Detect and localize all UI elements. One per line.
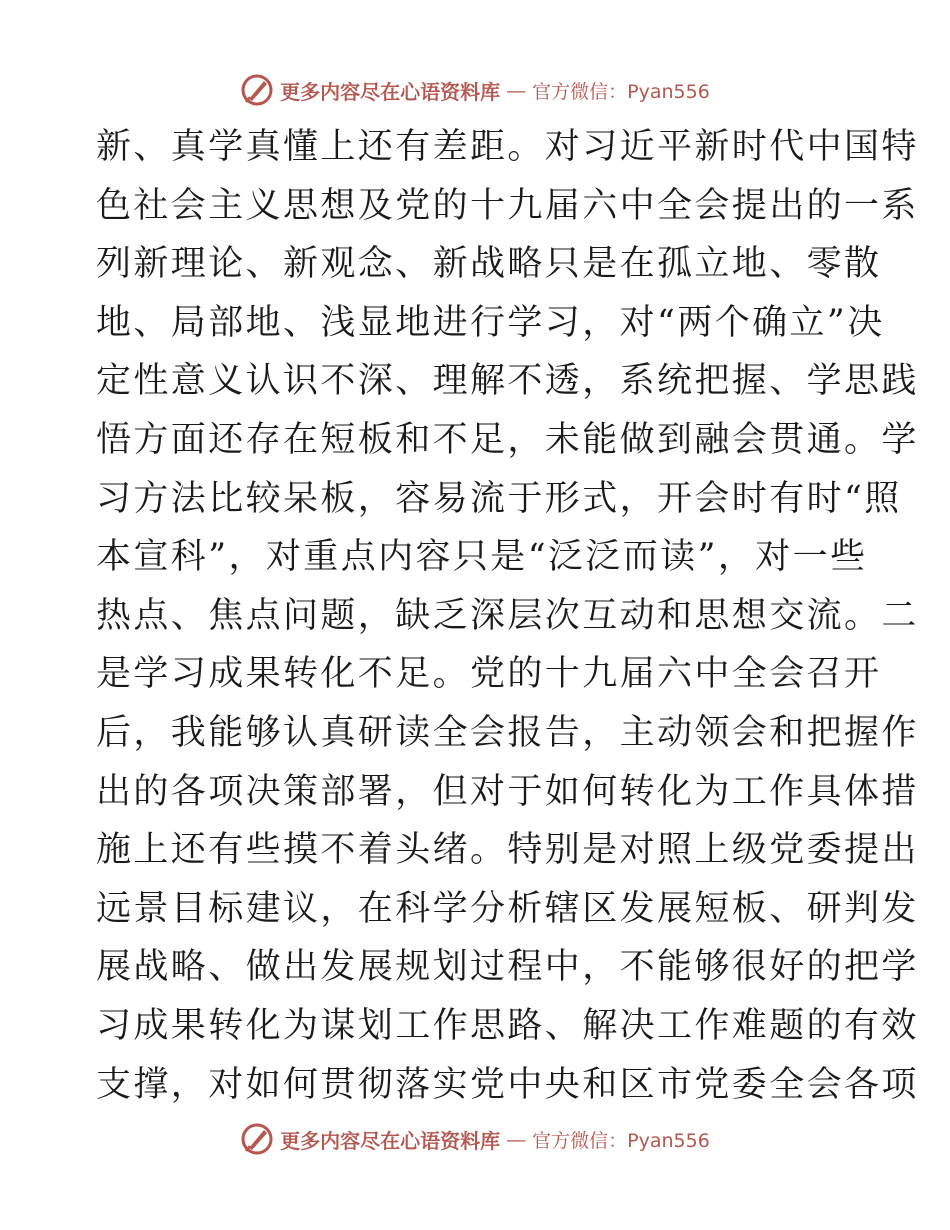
- body-line: 热点、焦点问题，缺乏深层次互动和思想交流。二: [96, 595, 919, 636]
- body-line: 本宣科”，对重点内容只是“泛泛而读”，对一些: [96, 537, 868, 578]
- body-line: 列新理论、新观念、新战略只是在孤立地、零散: [96, 244, 882, 285]
- body-line: 后，我能够认真研读全会报告，主动领会和把握作: [96, 712, 919, 753]
- body-line: 色社会主义思想及党的十九届六中全会提出的一系: [96, 185, 919, 226]
- quill-pen-logo-icon: [240, 1122, 274, 1156]
- header-watermark: [0, 70, 950, 110]
- body-line: 是学习成果转化不足。党的十九届六中全会召开: [96, 654, 882, 695]
- body-line: 定性意义认识不深、理解不透，系统把握、学思践: [96, 361, 919, 402]
- document-body: [96, 118, 919, 1114]
- body-line: 远景目标建议，在科学分析辖区发展短板、研判发: [96, 888, 919, 929]
- header-dash: —: [506, 78, 527, 102]
- body-line: 施上还有些摸不着头绪。特别是对照上级党委提出: [96, 830, 919, 871]
- body-line: 新、真学真懂上还有差距。对习近平新时代中国特: [96, 127, 919, 167]
- body-line: 出的各项决策部署，但对于如何转化为工作具体措: [96, 771, 919, 812]
- footer-dash: —: [506, 1127, 527, 1151]
- footer-contact-text: 官方微信：Pyan556: [532, 1129, 710, 1152]
- body-line: 悟方面还存在短板和不足，未能做到融会贯通。学: [96, 419, 919, 460]
- header-contact-text: 官方微信：Pyan556: [532, 80, 710, 103]
- header-brand-text: 更多内容尽在心语资料库: [280, 79, 501, 104]
- body-line: 支撑，对如何贯彻落实党中央和区市党委全会各项: [96, 1064, 919, 1105]
- footer-watermark: [0, 1119, 950, 1159]
- body-line: 习方法比较呆板，容易流于形式，开会时有时“照: [96, 478, 902, 519]
- quill-pen-logo-icon: [240, 73, 274, 107]
- body-line: 地、局部地、浅显地进行学习，对“两个确立”决: [96, 302, 885, 343]
- body-line: 习成果转化为谋划工作思路、解决工作难题的有效: [96, 1005, 919, 1046]
- body-line: 展战略、做出发展规划过程中，不能够很好的把学: [96, 947, 919, 988]
- footer-brand-text: 更多内容尽在心语资料库: [280, 1128, 501, 1153]
